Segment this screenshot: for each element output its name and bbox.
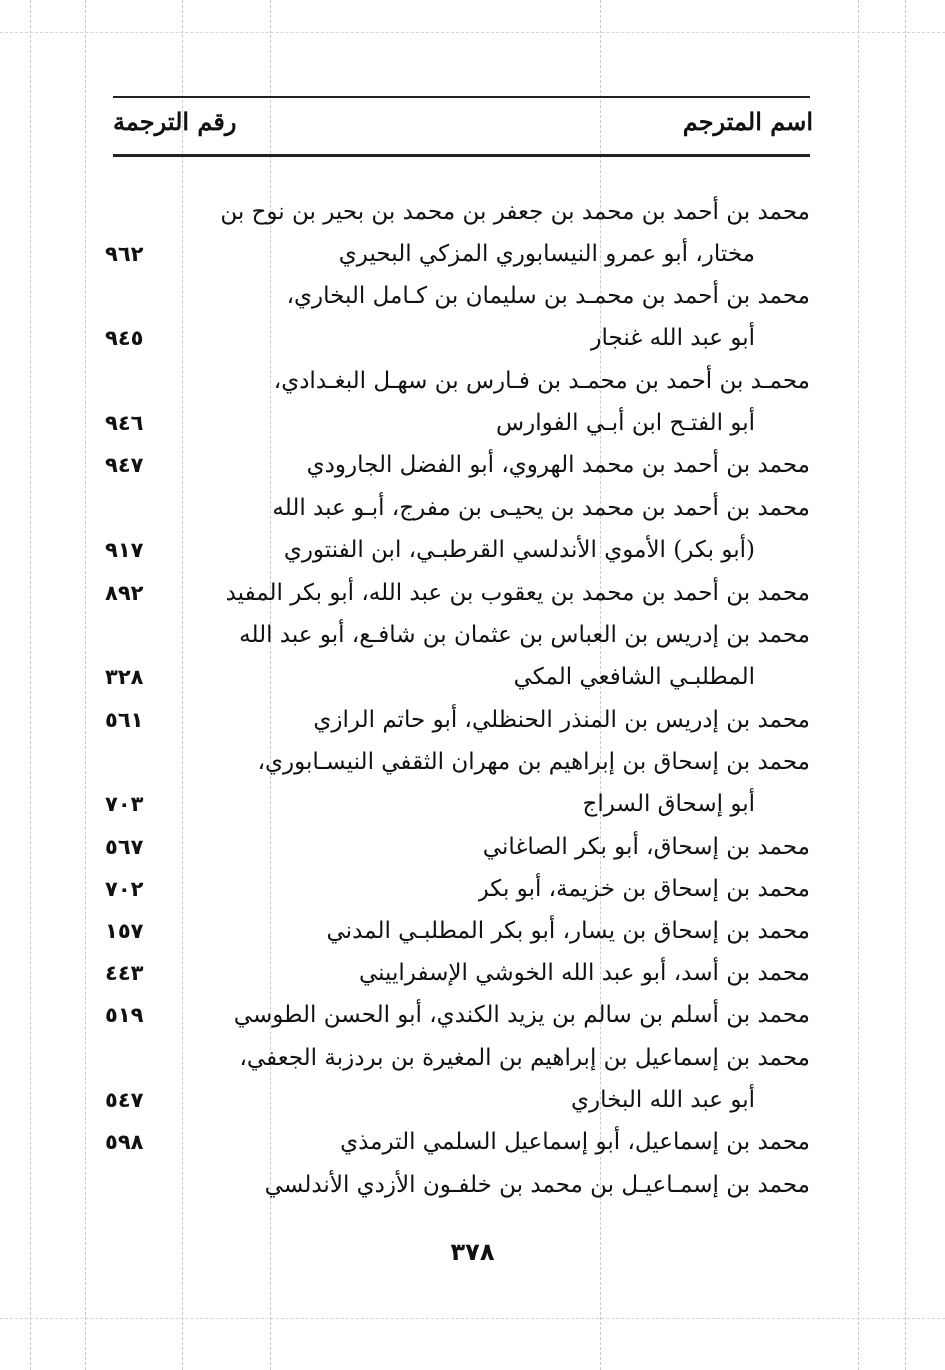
entry-line [100, 192, 810, 233]
guide-line [905, 0, 906, 1370]
entry-number: ٩٤٧ [105, 453, 144, 477]
entry-name: (أبو بكر) الأموي الأندلسي القرطبـي، ابن الفنتوري [283, 537, 755, 563]
entry-number: ٨٩٢ [105, 581, 144, 605]
entry-number: ٥٦١ [105, 708, 144, 732]
column-title-number: رقم الترجمة [113, 107, 237, 136]
entry-line [100, 276, 810, 317]
entry-line [100, 445, 810, 486]
entry-name: محمد بن إسماعيل، أبو إسماعيل السلمي الترمذي [340, 1129, 810, 1155]
entry-name: أبو عبد الله البخاري [571, 1087, 755, 1113]
entry-name: محمد بن أحمد بن محمـد بن سليمان بن كـامل البخاري، [286, 283, 810, 309]
entry-name: محمد بن إسحاق بن خزيمة، أبو بكر [477, 876, 810, 902]
entry-number: ٣٢٨ [105, 665, 144, 689]
guide-line [858, 0, 859, 1370]
entry-name: محمد بن أحمد بن محمد الهروي، أبو الفضل الجارودي [306, 452, 810, 478]
entry-line [100, 995, 810, 1036]
entry-name: محمد بن إدريس بن المنذر الحنظلي، أبو حاتم الرازي [313, 707, 810, 733]
entry-number: ٥٩٨ [105, 1130, 144, 1154]
entry-line [100, 488, 810, 529]
entry-number: ٤٤٣ [105, 961, 144, 985]
entry-line [100, 911, 810, 952]
top-rule [113, 96, 810, 98]
entry-name: محمد بن أسد، أبو عبد الله الخوشي الإسفراييني [358, 960, 810, 986]
entry-line [100, 361, 810, 402]
entry-line [100, 657, 810, 698]
entry-line [100, 615, 810, 656]
entry-number: ٩١٧ [105, 538, 144, 562]
entry-line [100, 403, 810, 444]
guide-line [0, 32, 945, 33]
entry-number: ٥٦٧ [105, 835, 144, 859]
entry-number: ٥٤٧ [105, 1088, 144, 1112]
entry-name: محمد بن أحمد بن محمد بن جعفر بن محمد بن بحير بن نوح بن [220, 199, 810, 225]
entry-number: ١٥٧ [105, 919, 144, 943]
entry-line [100, 573, 810, 614]
entry-name: أبو عبد الله غنجار [590, 325, 755, 351]
entry-line [100, 318, 810, 359]
entry-name: محمد بن إدريس بن العباس بن عثمان بن شافـع، أبو عبد الله [239, 622, 810, 648]
entry-name: محمد بن أحمد بن محمد بن يحيـى بن مفرج، أبـو عبد الله [272, 495, 810, 521]
page-number: ٣٧٨ [450, 1238, 495, 1266]
guide-line [85, 0, 86, 1370]
entry-line [100, 1165, 810, 1206]
entry-name: أبو إسحاق السراج [582, 791, 755, 817]
entry-name: محمـد بن أحمد بن محمـد بن فـارس بن سهـل البغـدادي، [273, 368, 810, 394]
entry-number: ٩٤٥ [105, 326, 144, 350]
entry-line [100, 234, 810, 275]
entry-line [100, 784, 810, 825]
entry-name: أبو الفتـح ابن أبـي الفوارس [496, 410, 755, 436]
entry-name: محمد بن أحمد بن محمد بن يعقوب بن عبد الله، أبو بكر المفيد [225, 580, 810, 606]
entry-number: ٩٤٦ [105, 411, 144, 435]
entry-number: ٥١٩ [105, 1003, 144, 1027]
entry-name: محمد بن إسمـاعيـل بن محمد بن خلفـون الأزدي الأندلسي [264, 1172, 810, 1198]
guide-line [0, 1318, 945, 1319]
entry-line [100, 827, 810, 868]
entry-number: ٧٠٣ [105, 792, 144, 816]
entry-line [100, 1080, 810, 1121]
entry-name: محمد بن أسلم بن سالم بن يزيد الكندي، أبو الحسن الطوسي [233, 1002, 810, 1028]
entry-line [100, 700, 810, 741]
entry-line [100, 1038, 810, 1079]
entry-name: المطلبـي الشافعي المكي [513, 664, 755, 690]
guide-line [30, 0, 31, 1370]
entry-name: محمد بن إسحاق بن يسار، أبو بكر المطلبـي المدني [326, 918, 810, 944]
entry-line [100, 953, 810, 994]
column-title-name: اسم المترجم [682, 107, 813, 136]
entry-number: ٧٠٢ [105, 877, 144, 901]
entry-line [100, 1122, 810, 1163]
entry-name: محمد بن إسحاق بن إبراهيم بن مهران الثقفي النيسـابوري، [257, 749, 810, 775]
entry-name: مختار، أبو عمرو النيسابوري المزكي البحيري [338, 241, 755, 267]
entry-line [100, 742, 810, 783]
entry-line [100, 530, 810, 571]
entry-line [100, 869, 810, 910]
entry-name: محمد بن إسماعيل بن إبراهيم بن المغيرة بن بردزبة الجعفي، [239, 1045, 810, 1071]
entry-name: محمد بن إسحاق، أبو بكر الصاغاني [482, 834, 810, 860]
entry-number: ٩٦٢ [105, 242, 144, 266]
header-rule [113, 154, 810, 157]
